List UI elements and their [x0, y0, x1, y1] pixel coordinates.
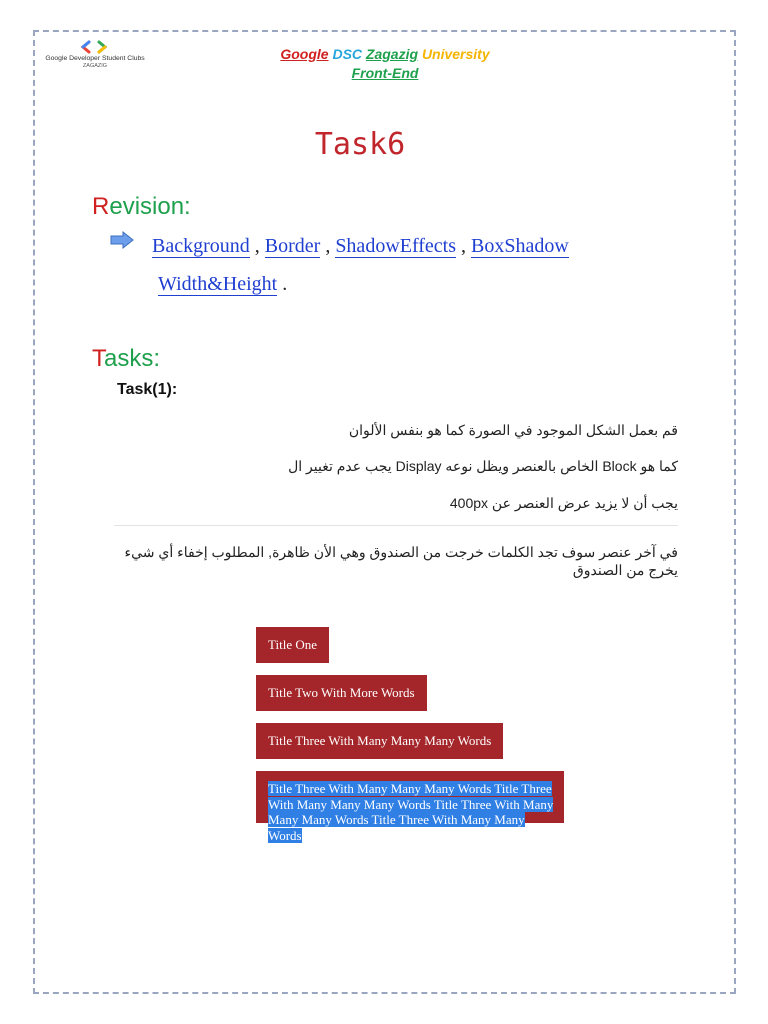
- revision-heading: Revision:: [92, 193, 191, 220]
- header-dsc: DSC: [332, 46, 363, 62]
- selected-text: Title Three With Many Many Many Words Title Three With Many Many Many Words Title Three With Many Many Many Words Title Three With Many Many Words: [268, 781, 554, 843]
- header-zagazig: Zagazig: [365, 46, 419, 62]
- page-title: Task6: [314, 127, 406, 162]
- link-shadow-effects[interactable]: ShadowEffects: [335, 235, 457, 257]
- link-box-shadow[interactable]: BoxShadow: [471, 235, 569, 257]
- logo-text: Google Developer Student Clubs: [45, 55, 145, 62]
- example-boxes: [256, 627, 503, 771]
- task-instruction-1: قم بعمل الشكل الموجود في الصورة كما هو بنفس الألوان: [348, 422, 678, 438]
- logo-subtext: ZAGAZIG: [82, 63, 108, 69]
- task1-heading: Task(1):: [117, 381, 178, 398]
- gdsc-logo-icon: [80, 40, 108, 54]
- document-header: [220, 45, 550, 83]
- separator: ,: [325, 235, 331, 257]
- separator: ,: [461, 235, 467, 257]
- title-box-2: Title Two With More Words: [256, 675, 427, 711]
- task-instruction-2: كما هو Block الخاص بالعنصر ويظل نوعه Display يجب عدم تغيير ال: [288, 458, 678, 474]
- title-box-3: Title Three With Many Many Many Words: [256, 723, 503, 759]
- title-box-4-overflow-text: [268, 781, 558, 843]
- revision-links: [152, 227, 622, 303]
- divider: [114, 525, 678, 526]
- arrow-right-icon: [110, 231, 134, 249]
- link-width-height[interactable]: Width&Height: [158, 273, 278, 295]
- header-track: Front-End: [351, 65, 419, 81]
- header-university: University: [421, 46, 490, 62]
- task-instruction-3: يجب أن لا يزيد عرض العنصر عن 400px: [449, 495, 678, 511]
- tasks-heading: Tasks:: [92, 345, 161, 372]
- gdsc-logo: [44, 40, 146, 76]
- title-box-1: Title One: [256, 627, 329, 663]
- link-border[interactable]: Border: [264, 235, 321, 257]
- link-background[interactable]: Background: [152, 235, 250, 257]
- separator: ,: [254, 235, 260, 257]
- page-border: [33, 30, 736, 994]
- task-instruction-4: في آخر عنصر سوف تجد الكلمات خرجت من الصندوق وهي الأن ظاهرة, المطلوب إخفاء أي شيء يخرج من الصندوق: [124, 544, 678, 578]
- period: .: [282, 273, 288, 295]
- header-google: Google: [280, 46, 329, 62]
